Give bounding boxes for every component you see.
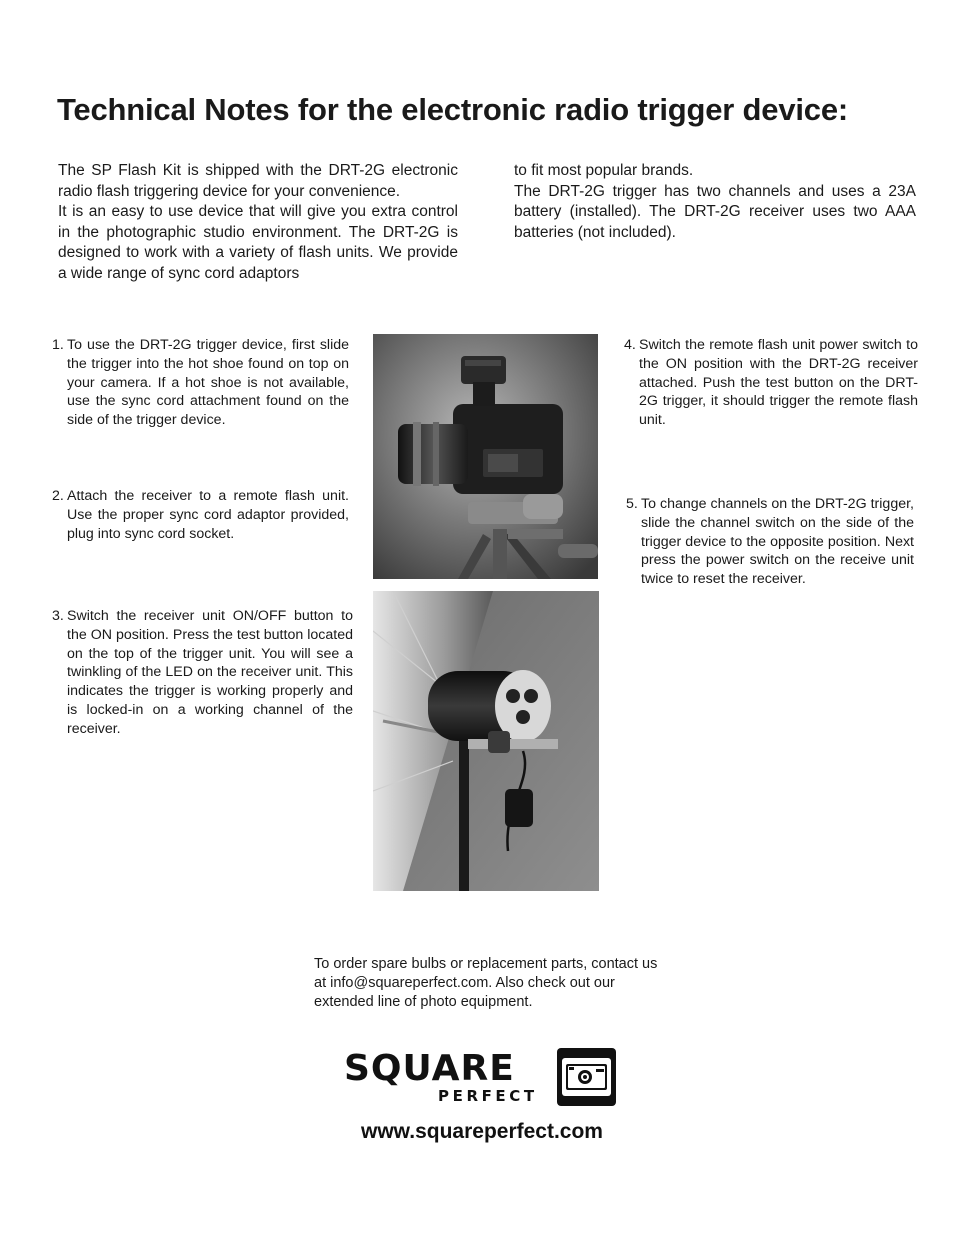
step-4 (624, 336, 918, 430)
page-title: Technical Notes for the electronic radio trigger device: (57, 92, 848, 127)
intro-paragraph: The DRT-2G trigger has two channels and uses a 23A battery (installed). The DRT-2G receiver uses two AAA batteries (not included). (514, 182, 916, 241)
intro-right-column (514, 161, 916, 243)
intro-paragraph: It is an easy to use device that will give you extra control in the photographic studio environment. The DRT-2G is designed to work with a variety of flash units. We provide a wide range of sync cord adaptors (58, 203, 458, 282)
step-3 (52, 607, 353, 739)
order-info-text: To order spare bulbs or replacement parts, contact us at info@squareperfect.com. Also check out our extended line of photo equipment. (314, 956, 658, 1010)
step-number: 3. (52, 608, 64, 624)
step-text: Switch the remote flash unit power switch to the ON position with the DRT-2G receiver attached. Push the test button on the DRT-2G trigger, it should trigger the remote flash unit. (639, 337, 918, 429)
step-2 (52, 487, 349, 543)
step-text: Switch the receiver unit ON/OFF button to the ON position. Press the test button located on the top of the trigger unit. You will see a twinkling of the LED on the receiver unit. This indicates the trigger is working properly and is locked-in on a working channel of the receiver. (67, 608, 353, 737)
camera-logo-icon (556, 1046, 618, 1108)
step-number: 1. (52, 337, 64, 353)
receiver-flash-photo (373, 591, 599, 891)
square-perfect-logo (344, 1046, 620, 1110)
camera-trigger-photo (373, 334, 598, 579)
intro-left-column (58, 161, 458, 285)
step-text: To use the DRT-2G trigger device, first slide the trigger into the hot shoe found on top on your camera. If a hot shoe is not available, use the sync cord attachment found on the side of the trigger device. (67, 337, 349, 429)
website-link[interactable]: www.squareperfect.com (361, 1120, 603, 1143)
intro-paragraph: The SP Flash Kit is shipped with the DRT-2G electronic radio flash triggering device for your convenience. (58, 162, 458, 200)
logo-wordmark: SQUARE (344, 1048, 515, 1089)
step-text: To change channels on the DRT-2G trigger, slide the channel switch on the side of the trigger device to the opposite position. Next press the power switch on the receive unit twice to reset the receiver. (641, 496, 914, 588)
step-5 (626, 495, 914, 589)
intro-paragraph: to fit most popular brands. (514, 162, 694, 179)
logo-subword: PERFECT (438, 1087, 538, 1105)
step-text: Attach the receiver to a remote flash unit. Use the proper sync cord adaptor provided, plug into sync cord socket. (67, 488, 349, 542)
step-number: 2. (52, 488, 64, 504)
step-number: 4. (624, 337, 636, 353)
step-number: 5. (626, 496, 638, 512)
step-1 (52, 336, 349, 430)
